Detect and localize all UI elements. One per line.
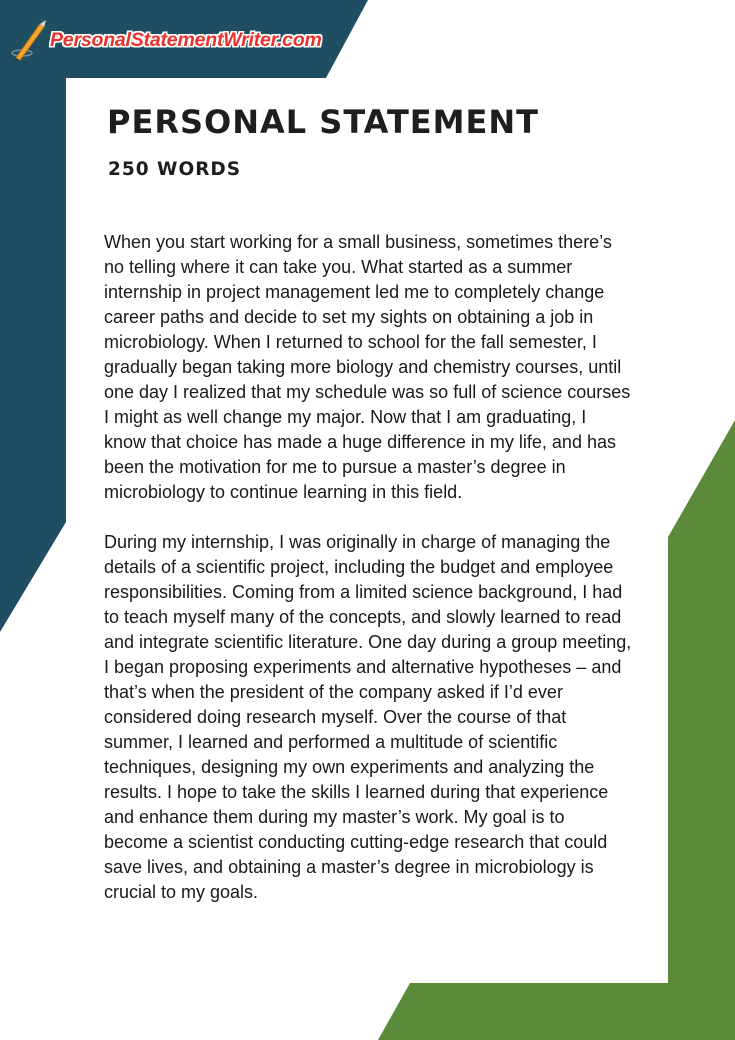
brand-logo-text: PersonalStatementWriter.com — [50, 28, 322, 51]
brand-logo[interactable] — [10, 16, 340, 64]
paragraph-2: During my internship, I was originally in charge of managing the details of a scientific project, including the budget and employee responsibilities. Coming from a limited science background, I had to teach myself many of the concepts, and slowly learned to read and integrate scientific literature. One day during a group meeting, I began proposing experiments and alternative hypotheses – and that’s when the president of the company asked if I’d ever considered doing research myself. Over the course of that summer, I learned and performed a multitude of scientific techniques, designing my own experiments and analyzing the results. I hope to take the skills I learned during that experience and enhance them during my master’s work. My goal is to become a scientist conducting cutting-edge research that could save lives, and obtaining a master’s degree in microbiology is crucial to my goals. — [104, 532, 632, 902]
paragraph-1: When you start working for a small business, sometimes there’s no telling where it can take you. What started as a summer internship in project management led me to completely change career paths and decide to set my sights on obtaining a job in microbiology. When I returned to school for the fall semester, I gradually began taking more biology and chemistry courses, until one day I realized that my schedule was so full of science courses I might as well change my major. Now that I am graduating, I know that choice has made a huge difference in my life, and has been the motivation for me to pursue a master’s degree in microbiology to continue learning in this field. — [104, 232, 631, 502]
statement-body — [104, 230, 632, 930]
quill-pen-icon — [10, 18, 48, 62]
page-title: PERSONAL STATEMENT — [107, 103, 539, 141]
page-subtitle: 250 WORDS — [108, 159, 242, 180]
